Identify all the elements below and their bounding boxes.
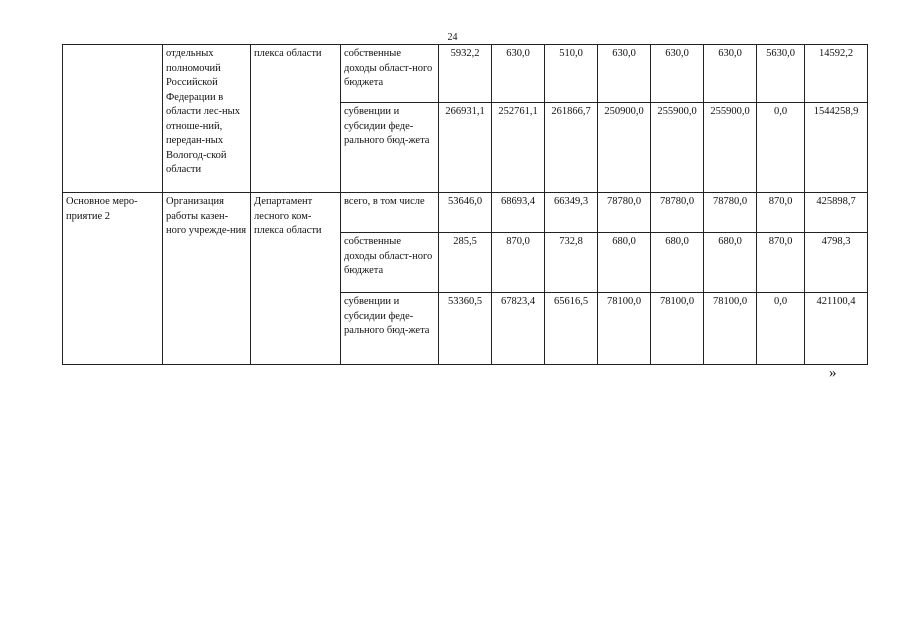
value-cell: 65616,5 xyxy=(545,293,598,365)
value-cell: 78780,0 xyxy=(704,193,757,233)
value-cell: 630,0 xyxy=(651,45,704,103)
executor-cell: плекса области xyxy=(251,45,341,193)
value-cell: 78100,0 xyxy=(704,293,757,365)
measure-cell xyxy=(63,45,163,193)
value-cell: 0,0 xyxy=(757,103,805,193)
value-cell: 255900,0 xyxy=(704,103,757,193)
value-cell: 67823,4 xyxy=(492,293,545,365)
value-cell: 66349,3 xyxy=(545,193,598,233)
executor-cell: Департамент лесного ком-плекса области xyxy=(251,193,341,365)
funding-source-cell: собственные доходы област-ного бюджета xyxy=(341,233,439,293)
total-cell: 4798,3 xyxy=(805,233,868,293)
value-cell: 78100,0 xyxy=(651,293,704,365)
funding-source-cell: субвенции и субсидии феде-рального бюд-жета xyxy=(341,103,439,193)
value-cell: 266931,1 xyxy=(439,103,492,193)
measure-cell: Основное меро-приятие 2 xyxy=(63,193,163,365)
measure-name-cell: Организация работы казен-ного учрежде-ния xyxy=(163,193,251,365)
funding-source-cell: всего, в том числе xyxy=(341,193,439,233)
value-cell: 5932,2 xyxy=(439,45,492,103)
value-cell: 78780,0 xyxy=(598,193,651,233)
funding-source-cell: субвенции и субсидии феде-рального бюд-жета xyxy=(341,293,439,365)
value-cell: 261866,7 xyxy=(545,103,598,193)
value-cell: 78100,0 xyxy=(598,293,651,365)
budget-table xyxy=(62,44,868,365)
value-cell: 510,0 xyxy=(545,45,598,103)
value-cell: 870,0 xyxy=(757,233,805,293)
closing-quote-mark: » xyxy=(829,365,837,381)
value-cell: 250900,0 xyxy=(598,103,651,193)
total-cell: 14592,2 xyxy=(805,45,868,103)
table-row xyxy=(63,193,868,233)
value-cell: 680,0 xyxy=(704,233,757,293)
value-cell: 630,0 xyxy=(704,45,757,103)
value-cell: 0,0 xyxy=(757,293,805,365)
value-cell: 5630,0 xyxy=(757,45,805,103)
value-cell: 630,0 xyxy=(598,45,651,103)
value-cell: 732,8 xyxy=(545,233,598,293)
value-cell: 870,0 xyxy=(492,233,545,293)
value-cell: 285,5 xyxy=(439,233,492,293)
funding-source-cell: собственные доходы област-ного бюджета xyxy=(341,45,439,103)
value-cell: 68693,4 xyxy=(492,193,545,233)
value-cell: 680,0 xyxy=(598,233,651,293)
value-cell: 680,0 xyxy=(651,233,704,293)
value-cell: 53360,5 xyxy=(439,293,492,365)
total-cell: 425898,7 xyxy=(805,193,868,233)
total-cell: 421100,4 xyxy=(805,293,868,365)
value-cell: 630,0 xyxy=(492,45,545,103)
value-cell: 53646,0 xyxy=(439,193,492,233)
value-cell: 255900,0 xyxy=(651,103,704,193)
page-number: 24 xyxy=(447,32,458,43)
value-cell: 870,0 xyxy=(757,193,805,233)
table-row xyxy=(63,45,868,103)
total-cell: 1544258,9 xyxy=(805,103,868,193)
measure-name-cell: отдельных полномочий Российской Федерации в области лес-ных отноше-ний, передан-ных Вологод-ской области xyxy=(163,45,251,193)
value-cell: 78780,0 xyxy=(651,193,704,233)
value-cell: 252761,1 xyxy=(492,103,545,193)
